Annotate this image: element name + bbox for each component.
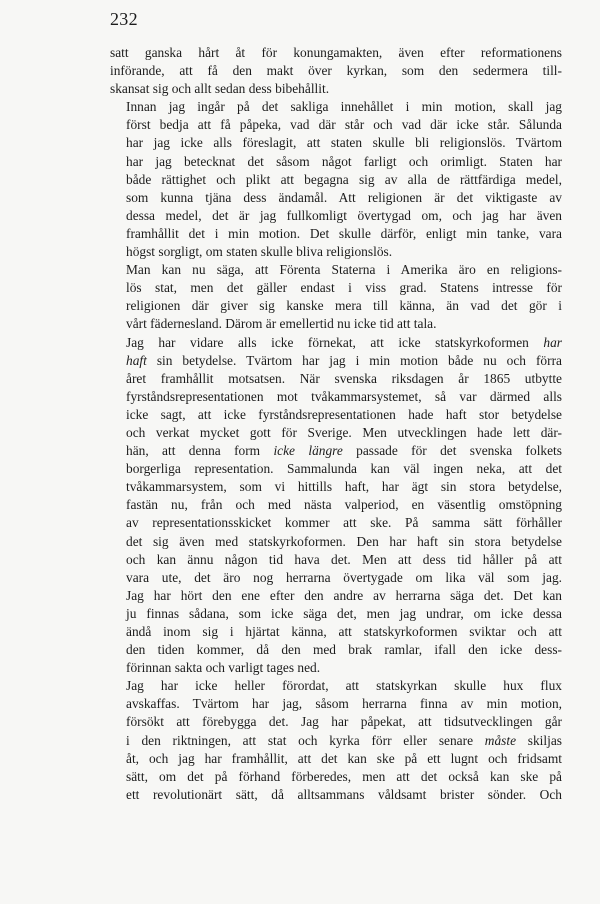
- text-line: som kunna tjäna dess ändamål. Att religionen är det viktigaste av: [126, 189, 562, 205]
- text-line: religionen där giver sig kanske mera till känna, än vad det gör i: [126, 298, 562, 314]
- text-line: framhållit det i min motion. Det skulle därför, enligt min tanke, vara: [126, 225, 562, 241]
- text-line: vårt fädernesland. Därom är emellertid nu icke tid att tala.: [126, 316, 437, 332]
- text-line: ändå inom sig i hjärtat känna, att statskyrkoformen sviktar och att: [126, 624, 562, 639]
- text-line: hän, att denna form icke längre passade för det svenska folkets: [126, 443, 562, 459]
- text-line: Jag har vidare alls icke förnekat, att icke statskyrkoformen har: [126, 334, 562, 350]
- text-line: Jag har icke heller förordat, att statskyrkan skulle hux flux: [126, 678, 562, 694]
- page-number: 232: [110, 9, 138, 29]
- text-line: både rättighet och plikt att begagna sig av alla de rättfärdiga medel,: [126, 171, 562, 187]
- text-line: skansat sig och allt sedan dess bibehållit.: [110, 81, 330, 97]
- text-line: åt, och jag har framhållit, att det kan ske på ett lugnt och fridsamt: [126, 750, 562, 766]
- text-line: och verkat mycket gott för Sverige. Men utvecklingen hade lett där-: [126, 424, 562, 440]
- paragraph: [110, 98, 562, 261]
- text-line: året framhållit motsatsen. När svenska riksdagen år 1865 utbytte: [126, 370, 562, 386]
- text-line: avskaffas. Tvärtom har jag, såsom herrarna finna av min motion,: [126, 696, 562, 712]
- text-line: vara ute, det äro nog herrarna övertygade om lika väl som jag.: [126, 569, 562, 585]
- paragraph: [110, 334, 562, 678]
- text-line: sätt, om det på förhand förberedes, men att det också kan ske på: [126, 768, 562, 784]
- text-line: icke sagt, att icke fyrståndsrepresentationen hade haft stor betydelse: [126, 406, 562, 422]
- text-line: och kan ännu någon tid hava det. Men att dess tid håller på att: [126, 551, 562, 567]
- body-text: [110, 44, 562, 804]
- text-line: Innan jag ingår på det sakliga innehållet i min motion, skall jag: [126, 99, 562, 115]
- text-line: fyrståndsrepresentationen mot tvåkammarsystemet, så var därmed alls: [126, 388, 562, 404]
- text-line: ju finnas sådana, som icke säga det, men jag undrar, om icke dessa: [126, 605, 562, 621]
- paragraph: [110, 261, 562, 333]
- text-line: satt ganska hårt åt för konungamakten, även efter reformationens: [110, 45, 562, 60]
- text-line: borgerliga representation. Sammalunda kan väl ingen neka, att det: [126, 461, 562, 477]
- text-line: har jag betecknat det såsom något farligt och orimligt. Staten har: [126, 153, 562, 169]
- text-line: det sig även med statskyrkoformen. Den har haft sin stora betydelse: [126, 533, 562, 549]
- text-line: fastän nu, från och med nästa valperiod, en väsentlig omstöpning: [126, 497, 562, 513]
- text-line: först bedja att få påpeka, vad där står och vad där icke står. Sålunda: [126, 117, 562, 133]
- text-line: den tiden kommer, då den med brak ramlar, ifall den icke dess-: [126, 642, 562, 658]
- text-line: försökt att förebygga det. Jag har påpekat, att tidsutvecklingen går: [126, 714, 562, 730]
- text-line: högst sorgligt, om staten skulle bliva religionslös.: [126, 244, 393, 260]
- text-line: har jag icke alls föreslagit, att staten skulle bli religionslös. Tvärtom: [126, 135, 562, 151]
- text-line: haft sin betydelse. Tvärtom har jag i min motion både nu och förra: [126, 352, 562, 368]
- paragraph: [110, 677, 562, 804]
- paragraph: [110, 44, 562, 98]
- text-line: Jag har hört den ene efter den andre av herrarna säga det. Det kan: [126, 587, 562, 603]
- text-line: av representationsskicket kommer att ske. På samma sätt förhåller: [126, 515, 562, 531]
- text-line: i den riktningen, att stat och kyrka förr eller senare måste skiljas: [126, 732, 563, 748]
- text-line: lös stat, men det gäller endast i viss grad. Statens intresse för: [126, 280, 562, 296]
- text-line: Man kan nu säga, att Förenta Staterna i Amerika äro en religions-: [126, 262, 562, 278]
- text-line: förinnan sakta och varligt tages ned.: [126, 660, 321, 676]
- text-line: tvåkammarsystem, som vi hittills haft, har ägt sin stora betydelse,: [126, 479, 562, 495]
- text-line: dessa medel, det är jag fullkomligt övertygad om, och jag har även: [126, 207, 562, 223]
- text-line: införande, att få den makt över kyrkan, som den sedermera till-: [110, 63, 562, 79]
- text-line: ett revolutionärt sätt, då alltsammans våldsamt brister sönder. Och: [126, 786, 562, 802]
